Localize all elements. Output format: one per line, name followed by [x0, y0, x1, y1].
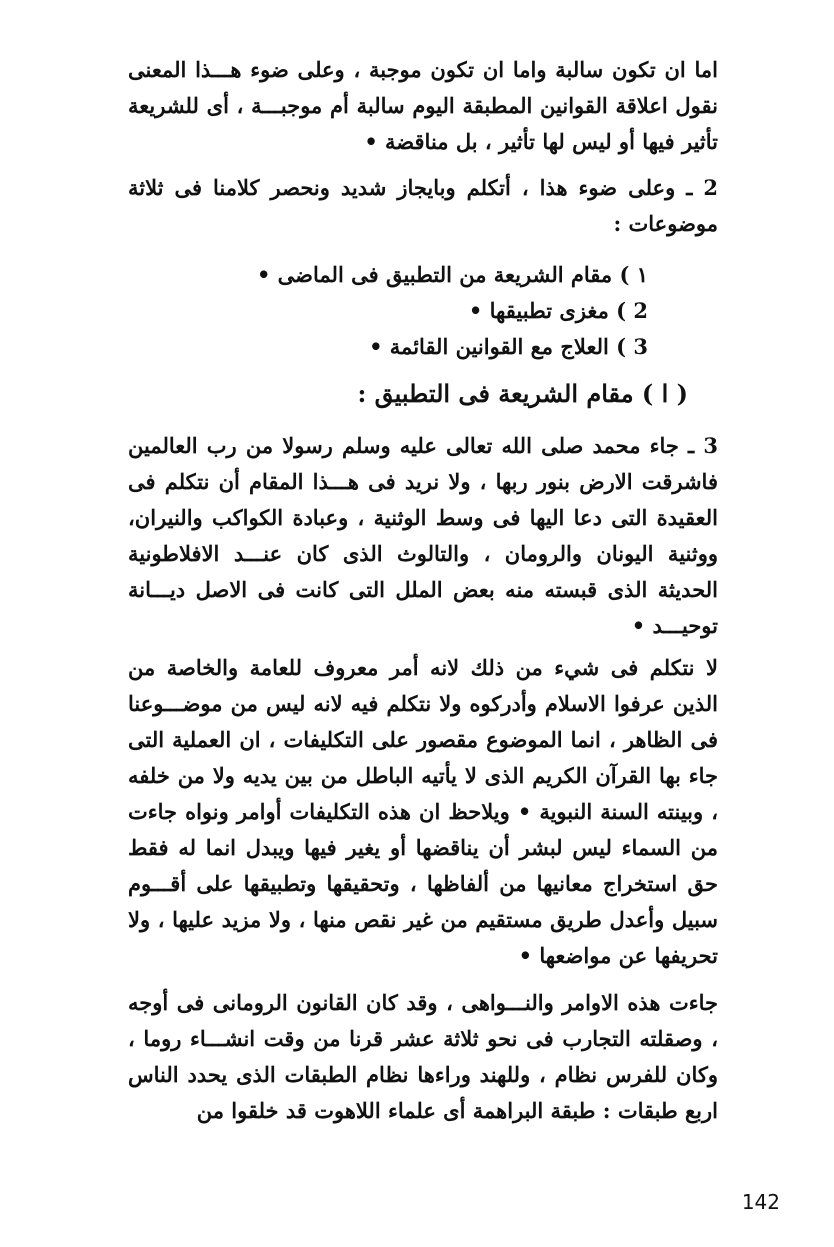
paragraph-5-block — [128, 985, 718, 1129]
topics-list — [128, 257, 648, 365]
list-item-1: ١ ) مقام الشريعة من التطبيق فى الماضى • — [256, 262, 648, 287]
paragraph-1: اما ان تكون سالبة واما ان تكون موجبة ، وعلى ضوء هـــذا المعنى نقول اعلاقة القوانين المطبقة اليوم سالبة أم موجبـــة ، أى للشريعة تأثير فيها أو ليس لها تأثير ، بل مناقضة • — [128, 57, 718, 154]
paragraph-4-block — [128, 650, 718, 974]
paragraph-5: جاءت هذه الاوامر والنـــواهى ، وقد كان القانون الرومانى فى أوجه ، وصقلته التجارب فى نحو ثلاثة عشر قرنا من وقت انشـــاء روما ، وكان للفرس نظام ، وللهند وراءها نظام الطبقات الذى يحدد الناس اربع طبقات : طبقة البراهمة أى علماء اللاهوت قد خلقوا من — [128, 990, 718, 1123]
section-heading: ( ا ) مقام الشريعة فى التطبيق : — [357, 379, 688, 408]
list-item-2: 2 ) مغزى تطبيقها • — [468, 298, 648, 323]
paragraph-2-block — [128, 170, 718, 242]
list-item-3: 3 ) العلاج مع القوانين القائمة • — [369, 334, 648, 359]
page-number: 142 — [741, 1190, 780, 1214]
paragraph-3: 3 ـ جاء محمد صلى الله تعالى عليه وسلم رسولا من رب العالمين فاشرقت الارض بنور ربها ، ولا نريد فى هـــذا المقام أن نتكلم فى العقيدة التى دعا اليها فى وسط الوثنية ، وعبادة الكواكب والنيران، ووثنية اليونان والرومان ، والتالوث الذى كان عنـــد الافلاطونية الحديثة الذى قبسته منه بعض الملل التى كانت فى الاصل ديـــانة توحيـــد • — [128, 433, 718, 638]
paragraph-1-block — [128, 52, 718, 160]
paragraph-3-block — [128, 428, 718, 644]
paragraph-4: لا نتكلم فى شيء من ذلك لانه أمر معروف للعامة والخاصة من الذين عرفوا الاسلام وأدركوه ولا نتكلم فيه لانه ليس من موضـــوعنا فى الظاهر ، انما الموضوع مقصور على التكليفات ، ان العملية التى جاء بها القرآن الكريم الذى لا يأتيه الباطل من بين يديه ولا من خلفه ، وبينته السنة النبوية • ويلاحظ ان هذه التكليفات أوامر ونواه جاءت من السماء ليس لبشر أن يناقضها أو يغير فيها ويبدل انما له فقط حق استخراج معانيها من ألفاظها ، وتحقيقها وتطبيقها على أقـــوم سبيل وأعدل طريق مستقيم من غير نقص منها ، ولا مزيد عليها ، ولا تحريفها عن مواضعها • — [128, 655, 718, 968]
paragraph-2: 2 ـ وعلى ضوء هذا ، أتكلم وبايجاز شديد ونحصر كلامنا فى ثلاثة موضوعات : — [128, 175, 718, 236]
